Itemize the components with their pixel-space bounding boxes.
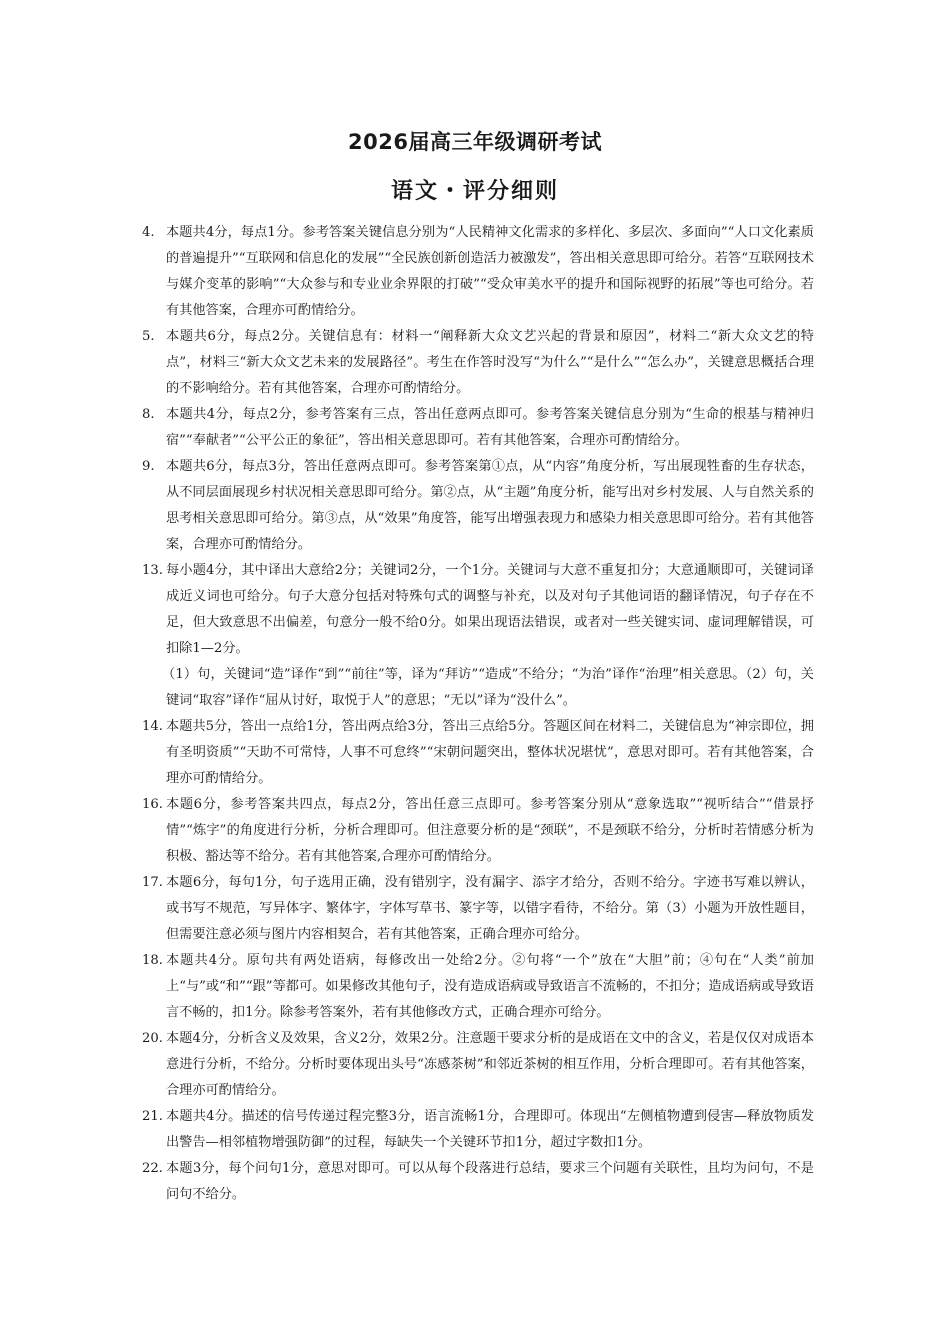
- item-number: 20.: [142, 1031, 163, 1046]
- item-text: 本题共4分。原句共有两处语病，每修改出一处给2分。②句将“一个”放在“大胆”前；④句在“人类”前加上“与”或“和”“跟”等都可。如果修改其他句子，没有造成语病或导致语言不流畅的，不扣分；造成语病或导致语言不畅的，扣1分。除参考答案外，若有其他修改方式，正确合理亦可给分。: [166, 953, 814, 1020]
- rule-item-16: [142, 792, 814, 870]
- rule-item-9: [142, 454, 814, 558]
- rule-item-17: [142, 870, 814, 948]
- item-number: 5.: [142, 329, 155, 344]
- item-text: 本题共4分。描述的信号传递过程完整3分，语言流畅1分，合理即可。体现出“左侧植物遭到侵害—释放物质发出警告—相邻植物增强防御”的过程，每缺失一个关键环节扣1分，超过字数扣1分。: [166, 1109, 814, 1150]
- item-text: 本题4分，分析含义及效果，含义2分，效果2分。注意题干要求分析的是成语在文中的含义，若是仅仅对成语本意进行分析，不给分。分析时要体现出头号“冻感茶树”和邻近茶树的相互作用，分析合理即可。若有其他答案，合理亦可酌情给分。: [166, 1031, 814, 1098]
- rule-item-13-details: （1）句，关键词“造”译作“到”“前往”等，译为“拜访”“造成”不给分；“为治”译作“治理”相关意思。（2）句，关键词“取容”译作“屈从讨好，取悦于人”的意思；“无以”译为“没什么”。: [162, 667, 814, 708]
- item-text: 本题共4分，每点1分。参考答案关键信息分别为“人民精神文化需求的多样化、多层次、多面向”“人口文化素质的普遍提升”“互联网和信息化的发展”“全民族创新创造活力被激发”，答出相关意思即可给分。若答“互联网技术与媒介变革的影响”“大众参与和专业业余界限的打破”“受众审美水平的提升和国际视野的拓展”等也可给分。若有其他答案，合理亦可酌情给分。: [166, 225, 814, 318]
- rule-item-8: [142, 402, 814, 454]
- item-number: 22.: [142, 1161, 163, 1176]
- item-text: 本题共5分，答出一点给1分，答出两点给3分，答出三点给5分。答题区间在材料二，关键信息为“神宗即位，拥有圣明资质”“天助不可常恃，人事不可怠终”“宋朝问题突出，整体状况堪忧”，意思对即可。若有其他答案，合理亦可酌情给分。: [166, 719, 814, 786]
- item-text: 本题6分，每句1分，句子选用正确，没有错别字，没有漏字、添字才给分，否则不给分。字迹书写难以辨认，或书写不规范，写异体字、繁体字，字体写草书、篆字等，以错字看待，不给分。第（3）小题为开放性题目，但需要注意必须与图片内容相契合，若有其他答案，正确合理亦可给分。: [166, 875, 814, 942]
- item-number: 21.: [142, 1109, 163, 1124]
- item-number: 14.: [142, 719, 163, 734]
- item-text: 本题3分，每个问句1分，意思对即可。可以从每个段落进行总结，要求三个问题有关联性，且均为问句，不是问句不给分。: [166, 1161, 814, 1202]
- item-text: 本题共6分，每点3分，答出任意两点即可。参考答案第①点，从“内容”角度分析，写出展现牲畜的生存状态，从不同层面展现乡村状况相关意思即可给分。第②点，从“主题”角度分析，能写出对乡村发展、人与自然关系的思考相关意思即可给分。第③点，从“效果”角度答，能写出增强表现力和感染力相关意思即可给分。若有其他答案，合理亦可酌情给分。: [166, 459, 814, 552]
- item-number: 13.: [142, 563, 163, 578]
- item-text: 每小题4分，其中译出大意给2分；关键词2分，一个1分。关键词与大意不重复扣分；大意通顺即可，关键词译成近义词也可给分。句子大意分包括对特殊句式的调整与补充，以及对句子其他词语的翻译情况，句子存在不足，但大致意思不出偏差，句意分一般不给0分。如果出现语法错误，或者对一些关键实词、虚词理解错误，可扣除1—2分。: [166, 563, 814, 656]
- item-text: 本题共4分，每点2分，参考答案有三点，答出任意两点即可。参考答案关键信息分别为“生命的根基与精神归宿”“奉献者”“公平公正的象征”，答出相关意思即可。若有其他答案，合理亦可酌情给分。: [166, 407, 814, 448]
- rule-item-22: [142, 1156, 814, 1208]
- rule-item-5: [142, 324, 814, 402]
- item-number: 8.: [142, 407, 155, 422]
- rule-item-18: [142, 948, 814, 1026]
- item-number: 18.: [142, 953, 163, 968]
- page-subtitle: 语文・评分细则: [390, 179, 559, 204]
- grading-rules-list: [142, 220, 814, 1208]
- rule-item-14: [142, 714, 814, 792]
- item-number: 16.: [142, 797, 163, 812]
- rule-item-20: [142, 1026, 814, 1104]
- item-text: 本题共6分，每点2分。关键信息有：材料一“阐释新大众文艺兴起的背景和原因”，材料二“新大众文艺的特点”，材料三“新大众文艺未来的发展路径”。考生在作答时没写“为什么”“是什么”“怎么办”，关键意思概括合理的不影响给分。若有其他答案，合理亦可酌情给分。: [166, 329, 814, 396]
- item-number: 9.: [142, 459, 155, 474]
- rule-item-13: [142, 558, 814, 662]
- rule-item-21: [142, 1104, 814, 1156]
- item-text: 本题6分，参考答案共四点，每点2分，答出任意三点即可。参考答案分别从“意象选取”“视听结合”“借景抒情”“炼字”的角度进行分析，分析合理即可。但注意要分析的是“颈联”，不是颈联不给分，分析时若情感分析为积极、豁达等不给分。若有其他答案,合理亦可酌情给分。: [166, 797, 814, 864]
- item-number: 4.: [142, 225, 155, 240]
- rule-item-4: [142, 220, 814, 324]
- item-number: 17.: [142, 875, 163, 890]
- page-title: 2026届高三年级调研考试: [348, 130, 602, 154]
